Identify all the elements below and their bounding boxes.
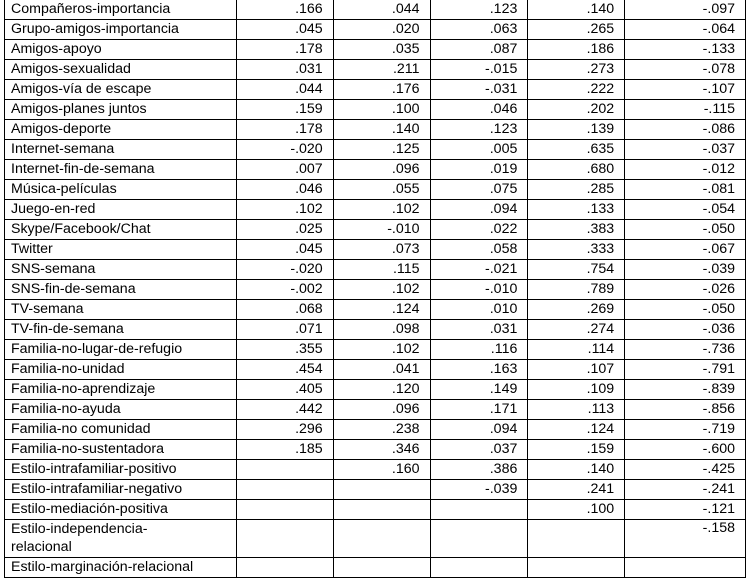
value-cell: .116	[430, 340, 528, 360]
row-label: Internet-fin-de-semana	[5, 160, 237, 180]
table-row	[5, 440, 746, 460]
value-cell: -.002	[236, 280, 333, 300]
value-cell	[236, 520, 333, 558]
value-cell: -.736	[625, 340, 746, 360]
value-cell: .160	[333, 460, 430, 480]
table-row	[5, 300, 746, 320]
value-cell: .087	[430, 40, 528, 60]
table-body	[5, 0, 746, 578]
value-cell: .238	[333, 420, 430, 440]
value-cell: .102	[333, 200, 430, 220]
value-cell: -.097	[625, 0, 746, 20]
table-row	[5, 320, 746, 340]
value-cell: .635	[528, 140, 625, 160]
value-cell: -.050	[625, 300, 746, 320]
row-label: Internet-semana	[5, 140, 237, 160]
value-cell: -.081	[625, 180, 746, 200]
value-cell: .211	[333, 60, 430, 80]
table-row	[5, 140, 746, 160]
value-cell: .140	[528, 460, 625, 480]
value-cell: -.020	[236, 140, 333, 160]
value-cell: .098	[333, 320, 430, 340]
row-label: TV-fin-de-semana	[5, 320, 237, 340]
value-cell: -.839	[625, 380, 746, 400]
value-cell: .454	[236, 360, 333, 380]
value-cell: -.067	[625, 240, 746, 260]
row-label: Amigos-apoyo	[5, 40, 237, 60]
value-cell: .113	[528, 400, 625, 420]
value-cell: .178	[236, 120, 333, 140]
value-cell	[430, 520, 528, 558]
value-cell: -.856	[625, 400, 746, 420]
value-cell: -.115	[625, 100, 746, 120]
value-cell: .386	[430, 460, 528, 480]
value-cell: .094	[430, 420, 528, 440]
row-label: Estilo-marginación-relacional	[5, 558, 237, 578]
table-row	[5, 160, 746, 180]
value-cell: .109	[528, 380, 625, 400]
table-row	[5, 360, 746, 380]
table-row	[5, 280, 746, 300]
value-cell: .073	[333, 240, 430, 260]
value-cell: -.010	[333, 220, 430, 240]
value-cell: .178	[236, 40, 333, 60]
value-cell: .140	[528, 0, 625, 20]
value-cell: .176	[333, 80, 430, 100]
value-cell: .405	[236, 380, 333, 400]
value-cell: .046	[430, 100, 528, 120]
value-cell: .094	[430, 200, 528, 220]
value-cell: -.021	[430, 260, 528, 280]
value-cell: -.020	[236, 260, 333, 280]
value-cell: .010	[430, 300, 528, 320]
value-cell: -.107	[625, 80, 746, 100]
value-cell: .096	[333, 400, 430, 420]
value-cell: .333	[528, 240, 625, 260]
value-cell: .007	[236, 160, 333, 180]
value-cell: -.064	[625, 20, 746, 40]
value-cell: -.015	[430, 60, 528, 80]
value-cell: .265	[528, 20, 625, 40]
value-cell: .096	[333, 160, 430, 180]
row-label: Familia-no comunidad	[5, 420, 237, 440]
value-cell: .019	[430, 160, 528, 180]
row-label: Estilo-independencia- relacional	[5, 520, 237, 558]
value-cell: .222	[528, 80, 625, 100]
row-label: Familia-no-aprendizaje	[5, 380, 237, 400]
value-cell: -.600	[625, 440, 746, 460]
value-cell: .114	[528, 340, 625, 360]
value-cell: .296	[236, 420, 333, 440]
value-cell	[528, 558, 625, 578]
value-cell: -.039	[625, 260, 746, 280]
value-cell: .133	[528, 200, 625, 220]
value-cell: .124	[528, 420, 625, 440]
value-cell: .115	[333, 260, 430, 280]
value-cell	[236, 480, 333, 500]
value-cell: .044	[333, 0, 430, 20]
value-cell: -.158	[625, 520, 746, 558]
value-cell: .355	[236, 340, 333, 360]
table-row	[5, 340, 746, 360]
table-row	[5, 0, 746, 20]
table-row	[5, 20, 746, 40]
row-label: Grupo-amigos-importancia	[5, 20, 237, 40]
value-cell: .046	[236, 180, 333, 200]
value-cell: .045	[236, 240, 333, 260]
value-cell: .044	[236, 80, 333, 100]
row-label: Familia-no-lugar-de-refugio	[5, 340, 237, 360]
value-cell: .149	[430, 380, 528, 400]
value-cell: .171	[430, 400, 528, 420]
value-cell: -.133	[625, 40, 746, 60]
value-cell: .120	[333, 380, 430, 400]
value-cell: .123	[430, 0, 528, 20]
table-row	[5, 460, 746, 480]
value-cell: .166	[236, 0, 333, 20]
value-cell: .754	[528, 260, 625, 280]
value-cell: .102	[236, 200, 333, 220]
value-cell: .041	[333, 360, 430, 380]
value-cell: .005	[430, 140, 528, 160]
value-cell: -.054	[625, 200, 746, 220]
value-cell: .031	[236, 60, 333, 80]
row-label: Amigos-vía de escape	[5, 80, 237, 100]
value-cell: .102	[333, 340, 430, 360]
table-row	[5, 420, 746, 440]
row-label: Twitter	[5, 240, 237, 260]
value-cell: .159	[236, 100, 333, 120]
value-cell: -.050	[625, 220, 746, 240]
value-cell: .285	[528, 180, 625, 200]
table-row	[5, 60, 746, 80]
row-label: Familia-no-ayuda	[5, 400, 237, 420]
value-cell: .022	[430, 220, 528, 240]
correlation-table	[4, 0, 746, 578]
table-row	[5, 380, 746, 400]
value-cell: .202	[528, 100, 625, 120]
table-row	[5, 480, 746, 500]
table-row	[5, 500, 746, 520]
table-row	[5, 180, 746, 200]
value-cell: .346	[333, 440, 430, 460]
table-row	[5, 260, 746, 280]
row-label: Estilo-intrafamiliar-positivo	[5, 460, 237, 480]
value-cell	[236, 460, 333, 480]
value-cell: .269	[528, 300, 625, 320]
value-cell: .140	[333, 120, 430, 140]
value-cell: .063	[430, 20, 528, 40]
value-cell: .031	[430, 320, 528, 340]
value-cell: .071	[236, 320, 333, 340]
value-cell: .442	[236, 400, 333, 420]
row-label: Amigos-sexualidad	[5, 60, 237, 80]
row-label: Juego-en-red	[5, 200, 237, 220]
value-cell: .680	[528, 160, 625, 180]
row-label: SNS-semana	[5, 260, 237, 280]
table-row	[5, 220, 746, 240]
value-cell	[333, 520, 430, 558]
value-cell	[430, 500, 528, 520]
value-cell: .186	[528, 40, 625, 60]
value-cell: .123	[430, 120, 528, 140]
value-cell: -.012	[625, 160, 746, 180]
row-label: Estilo-mediación-positiva	[5, 500, 237, 520]
value-cell: .100	[333, 100, 430, 120]
value-cell: -.036	[625, 320, 746, 340]
value-cell: .068	[236, 300, 333, 320]
value-cell: .159	[528, 440, 625, 460]
value-cell: .020	[333, 20, 430, 40]
row-label: Música-películas	[5, 180, 237, 200]
table-row	[5, 40, 746, 60]
value-cell: .383	[528, 220, 625, 240]
table-row	[5, 100, 746, 120]
value-cell: .058	[430, 240, 528, 260]
row-label: SNS-fin-de-semana	[5, 280, 237, 300]
row-label: Compañeros-importancia	[5, 0, 237, 20]
value-cell: -.121	[625, 500, 746, 520]
value-cell	[333, 558, 430, 578]
value-cell: .124	[333, 300, 430, 320]
value-cell: .274	[528, 320, 625, 340]
value-cell: .102	[333, 280, 430, 300]
value-cell	[333, 500, 430, 520]
value-cell: -.791	[625, 360, 746, 380]
value-cell: .025	[236, 220, 333, 240]
value-cell	[333, 480, 430, 500]
table-row	[5, 400, 746, 420]
value-cell: -.086	[625, 120, 746, 140]
value-cell: -.241	[625, 480, 746, 500]
value-cell: .055	[333, 180, 430, 200]
value-cell: .125	[333, 140, 430, 160]
row-label: Skype/Facebook/Chat	[5, 220, 237, 240]
value-cell: .163	[430, 360, 528, 380]
table-row	[5, 200, 746, 220]
table-row	[5, 558, 746, 578]
table-row	[5, 80, 746, 100]
row-label: Amigos-planes juntos	[5, 100, 237, 120]
value-cell	[625, 558, 746, 578]
value-cell	[236, 500, 333, 520]
value-cell: -.078	[625, 60, 746, 80]
value-cell	[236, 558, 333, 578]
value-cell: .273	[528, 60, 625, 80]
value-cell: .139	[528, 120, 625, 140]
value-cell: .241	[528, 480, 625, 500]
value-cell: .100	[528, 500, 625, 520]
table-row	[5, 520, 746, 558]
value-cell: -.010	[430, 280, 528, 300]
value-cell: .035	[333, 40, 430, 60]
value-cell: .789	[528, 280, 625, 300]
row-label: Estilo-intrafamiliar-negativo	[5, 480, 237, 500]
table-row	[5, 240, 746, 260]
value-cell: -.031	[430, 80, 528, 100]
row-label: Familia-no-unidad	[5, 360, 237, 380]
value-cell: -.719	[625, 420, 746, 440]
value-cell: -.039	[430, 480, 528, 500]
value-cell: .037	[430, 440, 528, 460]
value-cell: .045	[236, 20, 333, 40]
value-cell: -.037	[625, 140, 746, 160]
row-label: TV-semana	[5, 300, 237, 320]
value-cell: .075	[430, 180, 528, 200]
value-cell	[430, 558, 528, 578]
value-cell: -.026	[625, 280, 746, 300]
row-label: Amigos-deporte	[5, 120, 237, 140]
value-cell: -.425	[625, 460, 746, 480]
row-label: Familia-no-sustentadora	[5, 440, 237, 460]
value-cell: .185	[236, 440, 333, 460]
value-cell	[528, 520, 625, 558]
value-cell: .107	[528, 360, 625, 380]
table-row	[5, 120, 746, 140]
